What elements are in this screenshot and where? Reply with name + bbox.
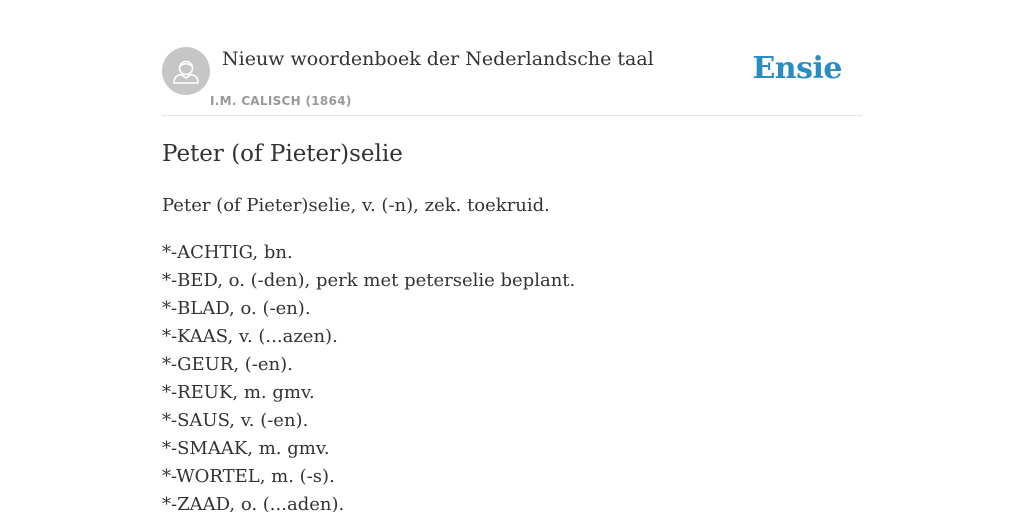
derivative-item: *-KAAS, v. (...azen).: [162, 326, 338, 347]
author-avatar[interactable]: [162, 47, 210, 95]
derivative-item: *-BLAD, o. (-en).: [162, 298, 311, 319]
author-name[interactable]: I.M. CALISCH (1864): [210, 94, 352, 108]
ensie-logo[interactable]: Ensie: [752, 51, 842, 86]
entry-content: [162, 138, 862, 512]
entry-title: Peter (of Pieter)selie: [162, 141, 403, 167]
derivative-item: *-ZAAD, o. (...aden).: [162, 494, 345, 512]
derivative-list: [162, 239, 862, 512]
derivative-item: *-BED, o. (-den), perk met peterselie beplant.: [162, 270, 576, 291]
source-header: [162, 46, 862, 116]
derivative-item: *-SMAAK, m. gmv.: [162, 438, 330, 459]
derivative-item: *-ACHTIG, bn.: [162, 242, 293, 263]
derivative-item: *-WORTEL, m. (-s).: [162, 466, 335, 487]
entry-definition: Peter (of Pieter)selie, v. (-n), zek. toekruid.: [162, 195, 550, 216]
derivative-item: *-GEUR, (-en).: [162, 354, 293, 375]
derivative-item: *-REUK, m. gmv.: [162, 382, 315, 403]
derivative-item: *-SAUS, v. (-en).: [162, 410, 309, 431]
user-icon: [162, 47, 210, 95]
book-title[interactable]: Nieuw woordenboek der Nederlandsche taal: [222, 48, 654, 70]
